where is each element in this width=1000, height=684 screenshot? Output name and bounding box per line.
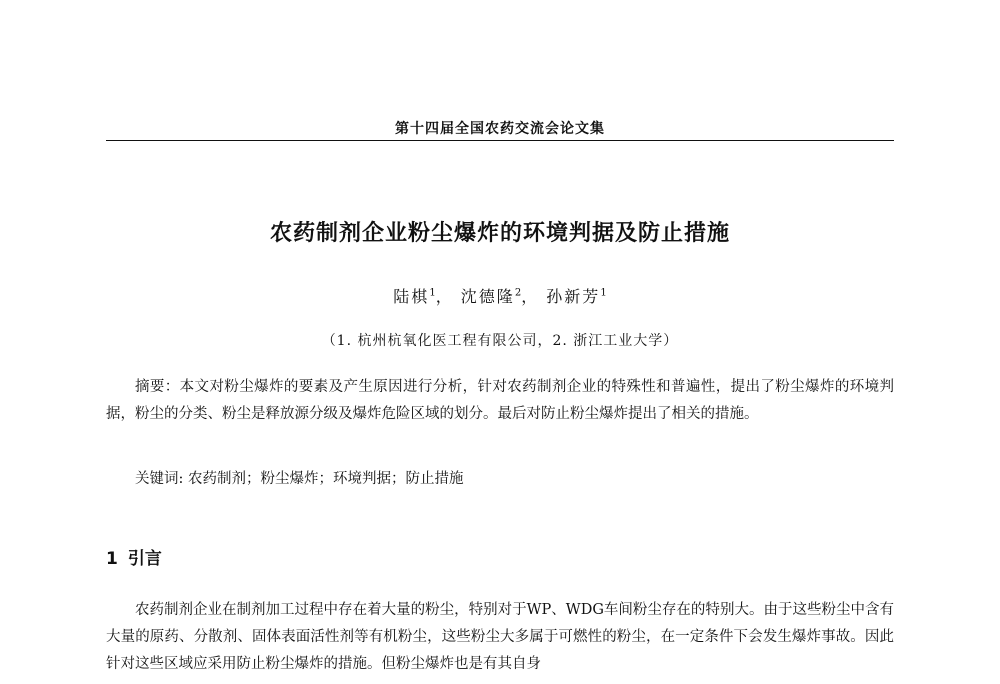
author-name: 孙新芳 <box>546 287 601 306</box>
keywords: 关键词: 农药制剂；粉尘爆炸；环境判据；防止措施 <box>135 471 464 487</box>
author-name: 沈德隆 <box>460 287 515 306</box>
author-affiliation-mark: 1 <box>600 287 607 299</box>
section-title: 引言 <box>127 549 162 569</box>
section-heading <box>106 544 162 569</box>
author-name: 陆棋 <box>393 287 430 306</box>
author-list <box>0 284 1000 307</box>
section-number: 1 <box>106 549 118 569</box>
author-affiliation-mark: 1 <box>429 287 436 299</box>
running-header: 第十四届全国农药交流会论文集 <box>395 121 605 137</box>
author-separator: ， <box>521 287 540 306</box>
author-affiliation-mark: 2 <box>514 287 522 299</box>
header-rule <box>106 140 894 141</box>
affiliation: （1. 杭州杭氧化医工程有限公司，2. 浙江工业大学） <box>321 333 679 349</box>
abstract: 摘要：本文对粉尘爆炸的要素及产生原因进行分析，针对农药制剂企业的特殊性和普遍性，提出了粉尘爆炸的环境判据，粉尘的分类、粉尘是释放源分级及爆炸危险区域的划分。最后对防止粉尘爆炸提出了相关的措施。 <box>106 379 894 422</box>
paper-title: 农药制剂企业粉尘爆炸的环境判据及防止措施 <box>269 220 730 246</box>
author-separator: ， <box>435 287 454 306</box>
body-paragraph: 农药制剂企业在制剂加工过程中存在着大量的粉尘，特别对于WP、WDG车间粉尘存在的特别大。由于这些粉尘中含有大量的原药、分散剂、固体表面活性剂等有机粉尘，这些粉尘大多属于可燃性的粉尘，在一定条件下会发生爆炸事故。因此针对这些区域应采用防止粉尘爆炸的措施。但粉尘爆炸也是有其自身 <box>106 602 894 672</box>
